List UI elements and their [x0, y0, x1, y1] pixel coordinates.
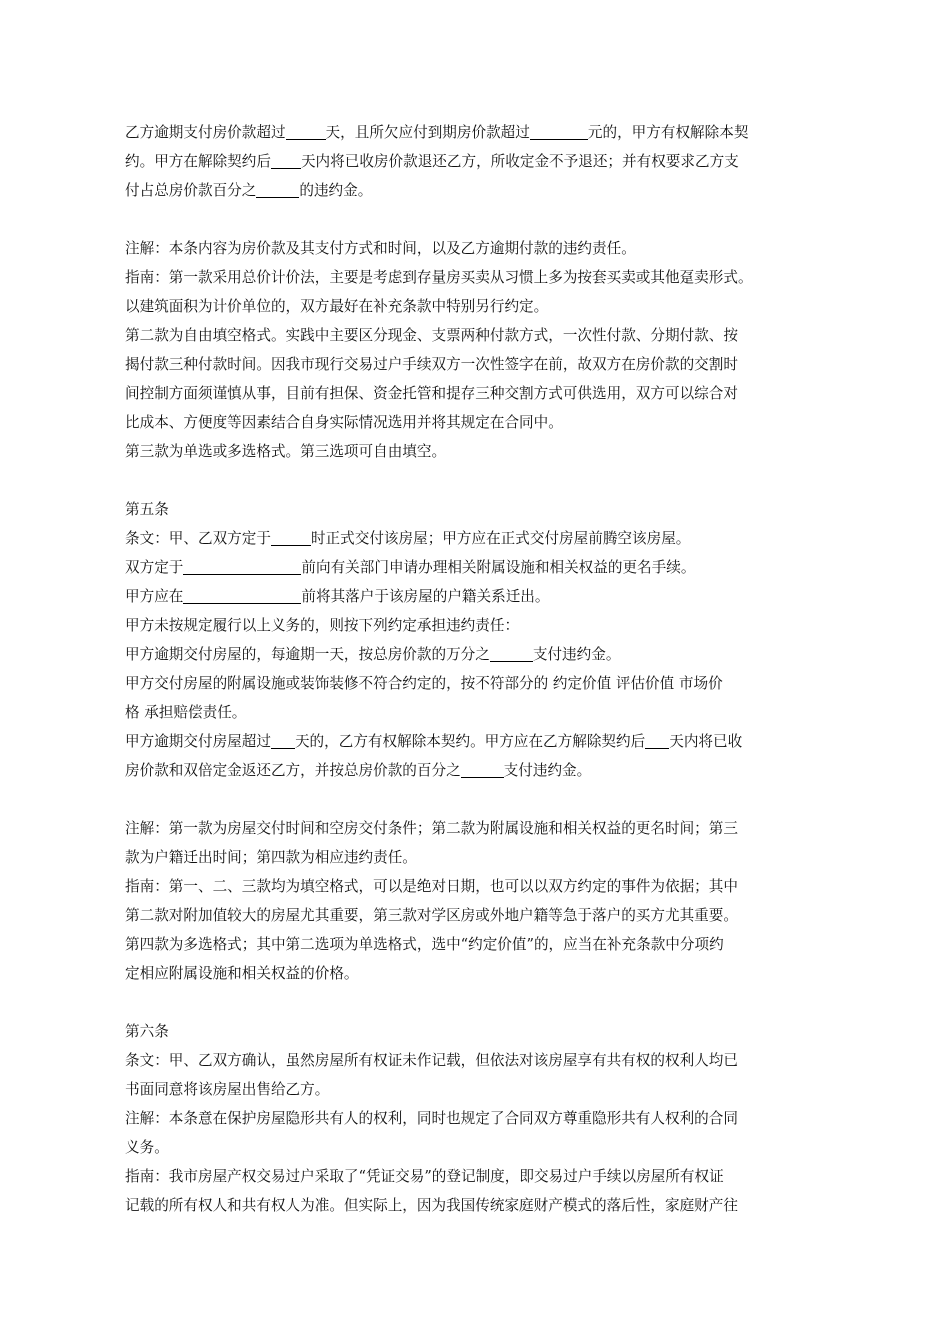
- text-line: 第三款为单选或多选格式。第三选项可自由填空。: [125, 443, 447, 460]
- text-line: 记载的所有权人和共有权人为准。但实际上，因为我国传统家庭财产模式的落后性，家庭财产往: [125, 1197, 738, 1214]
- text-line: 约。甲方在解除契约后 天内将已收房价款退还乙方，所收定金不予退还；并有权要求乙方支: [125, 153, 739, 170]
- text-line: 甲方逾期交付房屋的，每逾期一天，按总房价款的万分之 支付违约金。: [125, 646, 621, 663]
- text-line: 以建筑面积为计价单位的，双方最好在补充条款中特别另行约定。: [125, 298, 549, 315]
- text-line: 间控制方面须谨慎从事，目前有担保、资金托管和提存三种交割方式可供选用，双方可以综合对: [125, 385, 738, 402]
- text-line: 比成本、方便度等因素结合自身实际情况选用并将其规定在合同中。: [125, 414, 563, 431]
- text-line: 揭付款三种付款时间。因我市现行交易过户手续双方一次性签字在前，故双方在房价款的交割时: [125, 356, 738, 373]
- text-line: 格 承担赔偿责任。: [125, 704, 247, 721]
- fill-blank[interactable]: [461, 760, 504, 778]
- text-line: 注解：本条意在保护房屋隐形共有人的权利，同时也规定了合同双方尊重隐形共有人权利的合同: [125, 1110, 738, 1127]
- text-line: 甲方逾期交付房屋超过 天的，乙方有权解除本契约。甲方应在乙方解除契约后 天内将已收: [125, 733, 743, 750]
- text-line: 乙方逾期支付房价款超过 天，且所欠应付到期房价款超过 元的，甲方有权解除本契: [125, 124, 749, 141]
- text-line: 义务。: [125, 1139, 169, 1156]
- text-line: 付占总房价款百分之 的违约金。: [125, 182, 373, 199]
- text-line: 注解：本条内容为房价款及其支付方式和时间，以及乙方逾期付款的违约责任。: [125, 240, 636, 257]
- fill-blank[interactable]: [490, 644, 533, 662]
- text-line: 条文：甲、乙双方确认，虽然房屋所有权证未作记载，但依法对该房屋享有共有权的权利人均已: [125, 1052, 738, 1069]
- text-line: 甲方交付房屋的附属设施或装饰装修不符合约定的，按不符部分的 约定价值 评估价值 市场价: [125, 675, 723, 692]
- fill-blank[interactable]: [183, 557, 301, 575]
- fill-blank[interactable]: [645, 731, 669, 749]
- text-line: 注解：第一款为房屋交付时间和空房交付条件；第二款为附属设施和相关权益的更名时间；第三: [125, 820, 738, 837]
- fill-blank[interactable]: [183, 586, 301, 604]
- text-line: 第四款为多选格式；其中第二选项为单选格式，选中“约定价值”的，应当在补充条款中分项约: [125, 936, 724, 953]
- text-line: 款为户籍迁出时间；第四款为相应违约责任。: [125, 849, 417, 866]
- text-line: 甲方未按规定履行以上义务的，则按下列约定承担违约责任：: [125, 617, 520, 634]
- fill-blank[interactable]: [530, 122, 588, 140]
- article-heading: 第六条: [125, 1023, 169, 1040]
- text-line: 甲方应在 前将其落户于该房屋的户籍关系迁出。: [125, 588, 550, 605]
- text-line: 条文：甲、乙双方定于 时正式交付该房屋；甲方应在正式交付房屋前腾空该房屋。: [125, 530, 691, 547]
- fill-blank[interactable]: [286, 122, 326, 140]
- fill-blank[interactable]: [271, 731, 295, 749]
- fill-blank[interactable]: [271, 151, 301, 169]
- document-page: [125, 118, 830, 1220]
- text-line: 指南：第一款采用总价计价法，主要是考虑到存量房买卖从习惯上多为按套买卖或其他趸卖形式。: [125, 269, 753, 286]
- text-line: 第二款为自由填空格式。实践中主要区分现金、支票两种付款方式，一次性付款、分期付款、按: [125, 327, 738, 344]
- fill-blank[interactable]: [256, 180, 299, 198]
- article-heading: 第五条: [125, 501, 169, 518]
- text-line: 定相应附属设施和相关权益的价格。: [125, 965, 359, 982]
- text-line: 第二款对附加值较大的房屋尤其重要，第三款对学区房或外地户籍等急于落户的买方尤其重要。: [125, 907, 738, 924]
- text-line: 指南：我市房屋产权交易过户采取了“凭证交易”的登记制度，即交易过户手续以房屋所有权证: [125, 1168, 724, 1185]
- fill-blank[interactable]: [271, 528, 311, 546]
- text-line: 房价款和双倍定金返还乙方，并按总房价款的百分之 支付违约金。: [125, 762, 592, 779]
- text-line: 双方定于 前向有关部门申请办理相关附属设施和相关权益的更名手续。: [125, 559, 696, 576]
- text-line: 指南：第一、二、三款均为填空格式，可以是绝对日期，也可以以双方约定的事件为依据；其中: [125, 878, 738, 895]
- text-line: 书面同意将该房屋出售给乙方。: [125, 1081, 330, 1098]
